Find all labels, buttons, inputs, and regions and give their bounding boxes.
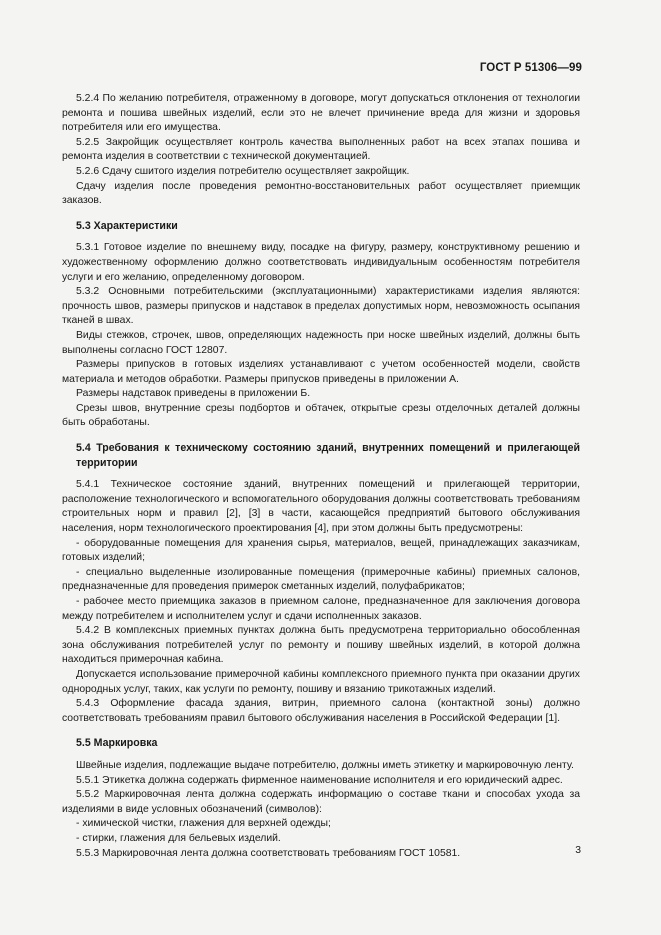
section-heading-5-3: 5.3 Характеристики [76, 219, 178, 232]
list-item: - стирки, глажения для бельевых изделий. [76, 832, 281, 844]
paragraph-5-5-3: 5.5.3 Маркировочная лента должна соответствовать требованиям ГОСТ 10581. [76, 847, 461, 859]
list-item: - химической чистки, глажения для верхней одежды; [76, 818, 331, 830]
paragraph-5-2-4: 5.2.4 По желанию потребителя, отраженному в договоре, могут допускаться отклонения от технологии ремонта и пошива швейных изделий, если это не влечет причинение вреда для жизни и здоровья потребителя или его имущества. [62, 93, 580, 134]
section-heading-5-5: 5.5 Маркировка [76, 737, 158, 750]
paragraph-5-2-5: 5.2.5 Закройщик осуществляет контроль качества выполненных работ на всех этапах пошива и ремонта изделия в соответствии с технической документацией. [62, 136, 580, 163]
paragraph-text: Виды стежков, строчек, швов, определяющих надежность при носке швейных изделий, должны быть выполнены согласно ГОСТ 12807. [62, 329, 580, 356]
paragraph-text: Размеры надставок приведены в приложении Б. [76, 388, 311, 400]
section-heading-5-4: 5.4 Требования к техническому состоянию зданий, внутренних помещений и прилегающей территории [76, 442, 580, 469]
page-number: 3 [575, 845, 581, 856]
paragraph-5-4-1: 5.4.1 Техническое состояние зданий, внутренних помещений и прилегающей территории, расположение технологического и вспомогательного оборудования должны соответствовать требованиям строительных норм и правил [2], [3] в части, касающейся предприятий бытового обслуживания населения, норм технологического проектирования [4], при этом должны быть предусмотрены: [62, 479, 580, 535]
paragraph-text: Сдачу изделия после проведения ремонтно-восстановительных работ осуществляет приемщик заказов. [62, 180, 580, 207]
paragraph-5-4-2: 5.4.2 В комплексных приемных пунктах должна быть предусмотрена территориально обособленная зона обслуживания потребителей услуг по ремонту и пошиву швейных изделий, в которой должна находиться примерочная кабина. [62, 625, 580, 666]
paragraph-5-2-6: 5.2.6 Сдачу сшитого изделия потребителю осуществляет закройщик. [76, 165, 410, 177]
document-body [62, 92, 580, 861]
list-item: - специально выделенные изолированные помещения (примерочные кабины) приемных салонов, предназначенные для проведения примерок сметанных изделий, полуфабрикатов; [62, 566, 580, 593]
list-item: - оборудованные помещения для хранения сырья, материалов, вещей, принадлежащих заказчикам, готовых изделий; [62, 537, 580, 564]
paragraph-text: Срезы швов, внутренние срезы подбортов и обтачек, открытые срезы отделочных деталей должны быть обработаны. [62, 402, 580, 429]
paragraph-5-3-1: 5.3.1 Готовое изделие по внешнему виду, посадке на фигуру, размеру, конструктивному решению и художественному оформлению должно соответствовать индивидуальным особенностям потребителя услуги и его желанию, определенному договором. [62, 242, 580, 283]
paragraph-5-4-3: 5.4.3 Оформление фасада здания, витрин, приемного салона (контактной зоны) должно соответствовать требованиям правил бытового обслуживания населения в Российской Федерации [1]. [62, 698, 580, 724]
paragraph-text: Размеры припусков в готовых изделиях устанавливают с учетом особенностей модели, свойств материала и методов обработки. Размеры припусков приведены в приложении А. [62, 359, 580, 385]
paragraph-5-3-2: 5.3.2 Основными потребительскими (эксплуатационными) характеристиками изделия являются: прочность швов, размеры припусков и надставок в пределах допустимых норм, невозможность осыпания тканей в швах. [62, 286, 580, 327]
document-code: ГОСТ Р 51306—99 [479, 62, 582, 74]
paragraph-text: Допускается использование примерочной кабины комплексного приемного пункта при оказании других однородных услуг, таких, как услуги по ремонту, пошиву и вязанию трикотажных изделий. [62, 668, 580, 695]
paragraph-5-5-1: 5.5.1 Этикетка должна содержать фирменное наименование исполнителя и его юридический адрес. [76, 774, 563, 786]
paragraph-text: Швейные изделия, подлежащие выдаче потребителю, должны иметь этикетку и маркировочную ленту. [76, 759, 574, 771]
list-item: - рабочее место приемщика заказов в приемном салоне, предназначенное для заключения договора между потребителем и исполнителем услуг и сдачи исполненных заказов. [62, 596, 580, 622]
paragraph-5-5-2: 5.5.2 Маркировочная лента должна содержать информацию о составе ткани и способах ухода за изделиями в виде условных обозначений (символов): [62, 789, 580, 815]
